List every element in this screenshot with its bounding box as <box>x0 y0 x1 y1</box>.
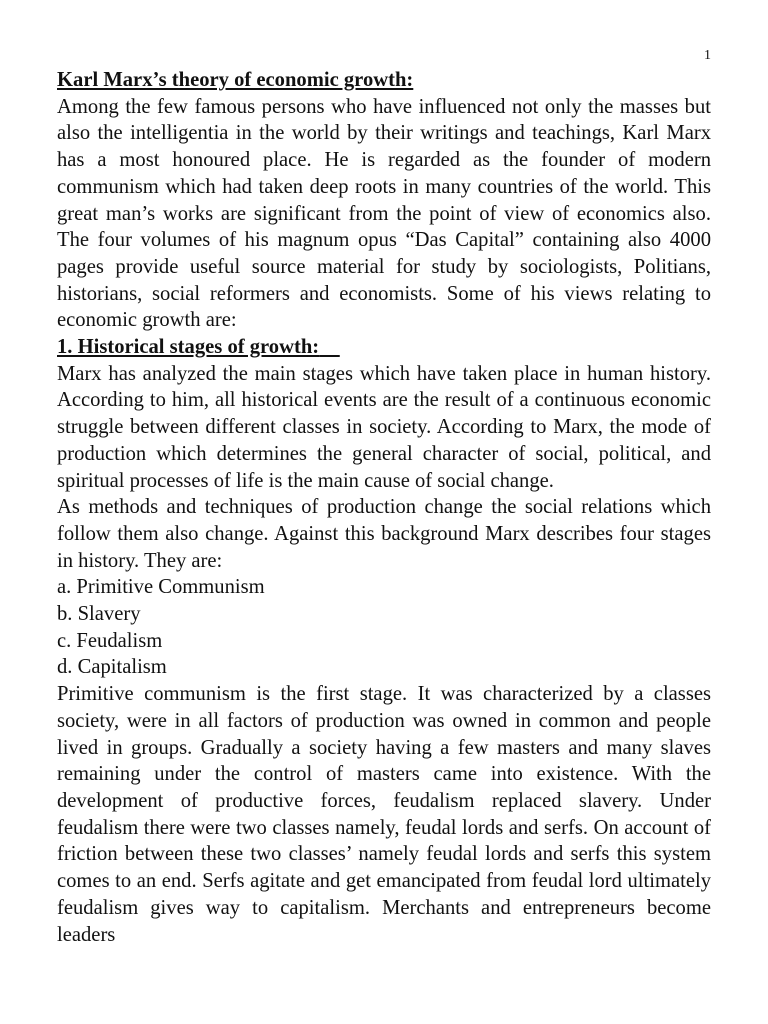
list-item: d. Capitalism <box>57 656 167 679</box>
list-item: b. Slavery <box>57 603 141 626</box>
list-item: a. Primitive Communism <box>57 576 265 599</box>
section-paragraph-1: Marx has analyzed the main stages which have taken place in human history. According to him, all historical events are the result of a continuous economic struggle between different classes in society. According to Marx, the mode of production which determines the general character of social, political, and spiritual processes of life is the main cause of social change. <box>57 362 711 492</box>
page-number: 1 <box>704 48 711 63</box>
section-heading-text: 1. Historical stages of growth: <box>57 336 320 359</box>
section-paragraph-3: Primitive communism is the first stage. It was characterized by a classes society, were in all factors of production was owned in common and people lived in groups. Gradually a society having a few masters and many slaves remaining under the control of masters came into existence. With the development of productive forces, feudalism replaced slavery. Under feudalism there were two classes namely, feudal lords and serfs. On account of friction between these two classes’ namely feudal lords and serfs this system comes to an end. Serfs agitate and get emancipated from feudal lord ultimately feudalism gives way to capitalism. Merchants and entrepreneurs become leaders <box>57 683 711 946</box>
section-heading-historical-stages <box>57 334 711 361</box>
section-paragraph-2: As methods and techniques of production change the social relations which follow them also change. Against this background Marx describes four stages in history. They are: <box>57 496 711 572</box>
stages-list <box>57 574 711 681</box>
document-page <box>57 48 711 948</box>
intro-paragraph: Among the few famous persons who have influenced not only the masses but also the intelligentia in the world by their writings and teachings, Karl Marx has a most honoured place. He is regarded as the founder of modern communism which had taken deep roots in many countries of the world. This great man’s works are significant from the point of view of economics also. The four volumes of his magnum opus “Das Capital” containing also 4000 pages provide useful source material for study by sociologists, Politians, historians, social reformers and economists. Some of his views relating to economic growth are: <box>57 95 711 332</box>
document-title: Karl Marx’s theory of economic growth: <box>57 69 414 91</box>
list-item: c. Feudalism <box>57 629 163 652</box>
